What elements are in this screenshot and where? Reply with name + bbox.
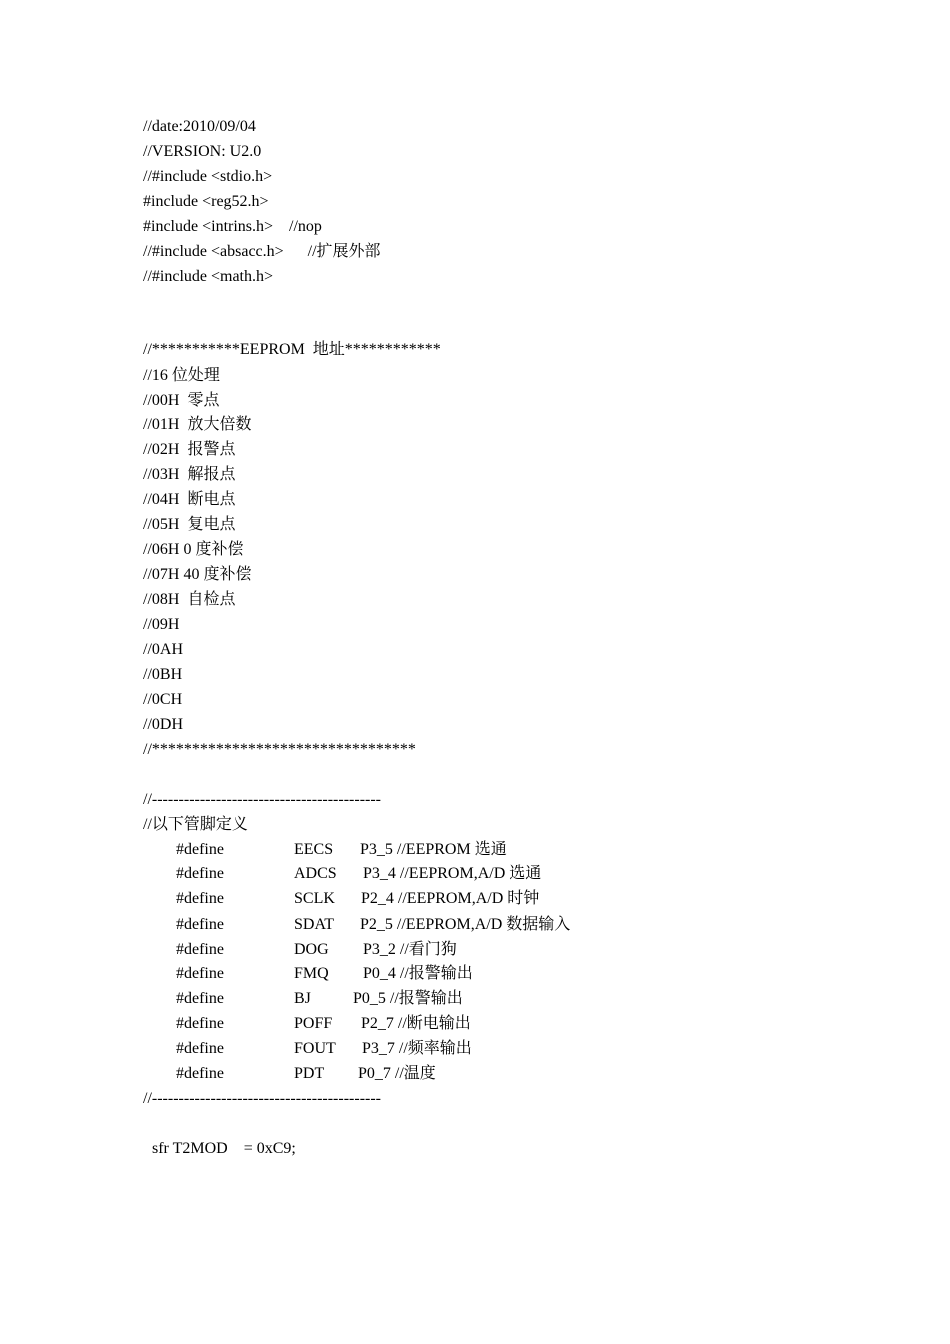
code-line-include-reg52: #include <reg52.h> — [143, 193, 269, 210]
eeprom-comment-line: //0DH — [143, 716, 183, 733]
define-keyword: #define — [176, 941, 224, 958]
code-line-include-intrins: #include <intrins.h> //nop — [143, 218, 322, 235]
define-value: P0_7 //温度 — [358, 1065, 436, 1082]
pin-section-title: //以下管脚定义 — [143, 816, 248, 833]
define-name: DOG — [294, 941, 329, 958]
define-keyword: #define — [176, 1040, 224, 1057]
define-keyword: #define — [176, 841, 224, 858]
eeprom-comment-line: //01H 放大倍数 — [143, 416, 252, 433]
define-name: FOUT — [294, 1040, 336, 1057]
define-keyword: #define — [176, 990, 224, 1007]
eeprom-comment-line: //08H 自检点 — [143, 591, 236, 608]
eeprom-comment-line: //03H 解报点 — [143, 466, 236, 483]
define-value: P2_5 //EEPROM,A/D 数据输入 — [360, 916, 571, 933]
eeprom-comment-line: //06H 0 度补偿 — [143, 541, 244, 558]
define-name: ADCS — [294, 865, 337, 882]
code-line-version: //VERSION: U2.0 — [143, 143, 262, 160]
define-value: P3_4 //EEPROM,A/D 选通 — [363, 865, 542, 882]
define-value: P2_7 //断电输出 — [361, 1015, 471, 1032]
eeprom-comment-line: //05H 复电点 — [143, 516, 236, 533]
define-value: P2_4 //EEPROM,A/D 时钟 — [361, 890, 540, 907]
eeprom-comment-line: //02H 报警点 — [143, 441, 236, 458]
eeprom-comment-line: //07H 40 度补偿 — [143, 566, 252, 583]
eeprom-comment-line: //0CH — [143, 691, 183, 708]
define-value: P0_5 //报警输出 — [353, 990, 463, 1007]
eeprom-footer-comment: //********************************* — [143, 741, 416, 758]
define-keyword: #define — [176, 965, 224, 982]
define-name: POFF — [294, 1015, 333, 1032]
define-value: P0_4 //报警输出 — [363, 965, 473, 982]
sfr-declaration: sfr T2MOD = 0xC9; — [152, 1140, 296, 1157]
eeprom-comment-line: //04H 断电点 — [143, 491, 236, 508]
pin-separator-bottom: //------------------------------------------- — [143, 1090, 381, 1107]
code-line-date: //date:2010/09/04 — [143, 118, 256, 135]
eeprom-comment-line: //0BH — [143, 666, 183, 683]
code-line-include-stdio: //#include <stdio.h> — [143, 168, 273, 185]
define-name: PDT — [294, 1065, 325, 1082]
define-keyword: #define — [176, 916, 224, 933]
define-name: EECS — [294, 841, 334, 858]
define-value: P3_5 //EEPROM 选通 — [360, 841, 507, 858]
eeprom-comment-line: //09H — [143, 616, 180, 633]
define-name: BJ — [294, 990, 311, 1007]
pin-separator-top: //------------------------------------------- — [143, 791, 381, 808]
define-value: P3_2 //看门狗 — [363, 941, 457, 958]
code-line-include-absacc: //#include <absacc.h> //扩展外部 — [143, 243, 381, 260]
define-keyword: #define — [176, 1015, 224, 1032]
define-keyword: #define — [176, 1065, 224, 1082]
eeprom-comment-line: //16 位处理 — [143, 367, 220, 384]
code-line-include-math: //#include <math.h> — [143, 268, 274, 285]
eeprom-comment-line: //0AH — [143, 641, 183, 658]
eeprom-header-comment: //***********EEPROM 地址************ — [143, 341, 441, 358]
define-value: P3_7 //频率输出 — [362, 1040, 472, 1057]
define-keyword: #define — [176, 890, 224, 907]
eeprom-comment-line: //00H 零点 — [143, 392, 220, 409]
define-name: SCLK — [294, 890, 335, 907]
define-name: SDAT — [294, 916, 335, 933]
define-keyword: #define — [176, 865, 224, 882]
define-name: FMQ — [294, 965, 329, 982]
